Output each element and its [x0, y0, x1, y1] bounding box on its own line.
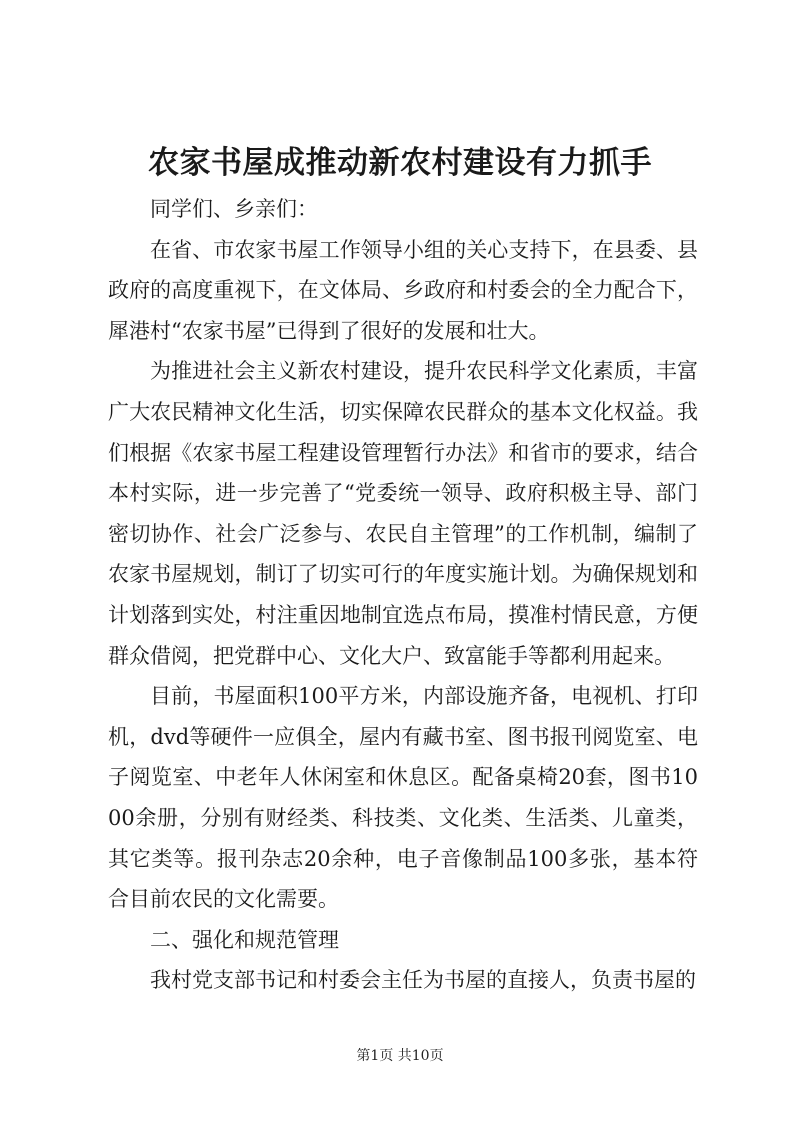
- page-number-footer: 第1页 共10页: [356, 1048, 444, 1064]
- paragraph-salutation: 同学们、乡亲们：: [150, 197, 318, 221]
- paragraph-work-mechanism: 为推进社会主义新农村建设，提升农民科学文化素质，丰富广大农民精神文化生活，切实保障农民群众的基本文化权益。我们根据《农家书屋工程建设管理暂行办法》和省市的要求，结合本村实际，进一步完善了“党委统一领导、政府积极主导、部门密切协作、社会广泛参与、农民自主管理”的工作机制，编制了农家书屋规划，制订了切实可行的年度实施计划。为确保规划和计划落到实处，村注重因地制宜选点布局，摸准村情民意，方便群众借阅，把党群中心、文化大户、致富能手等都利用起来。: [108, 359, 698, 668]
- paragraph-management: 我村党支部书记和村委会主任为书屋的直接人，负责书屋的: [150, 968, 696, 993]
- paragraph-facilities: 目前，书屋面积100平方米，内部设施齐备，电视机、打印机，dvd等硬件一应俱全，屋内有藏书室、图书报刊阅览室、电子阅览室、中老年人休闲室和休息区。配备桌椅20套，图书1000余册，分别有财经类、科技类、文化类、生活类、儿童类，其它类等。报刊杂志20余种，电子音像制品100多张，基本符合目前农民的文化需要。: [108, 684, 698, 912]
- paragraph-intro: 在省、市农家书屋工作领导小组的关心支持下，在县委、县政府的高度重视下，在文体局、乡政府和村委会的全力配合下，犀港村“农家书屋”已得到了很好的发展和壮大。: [108, 237, 698, 343]
- document-body: [108, 189, 698, 1001]
- section-heading-management: 二、强化和规范管理: [150, 927, 339, 952]
- document-title: 农家书屋成推动新农村建设有力抓手: [148, 145, 652, 181]
